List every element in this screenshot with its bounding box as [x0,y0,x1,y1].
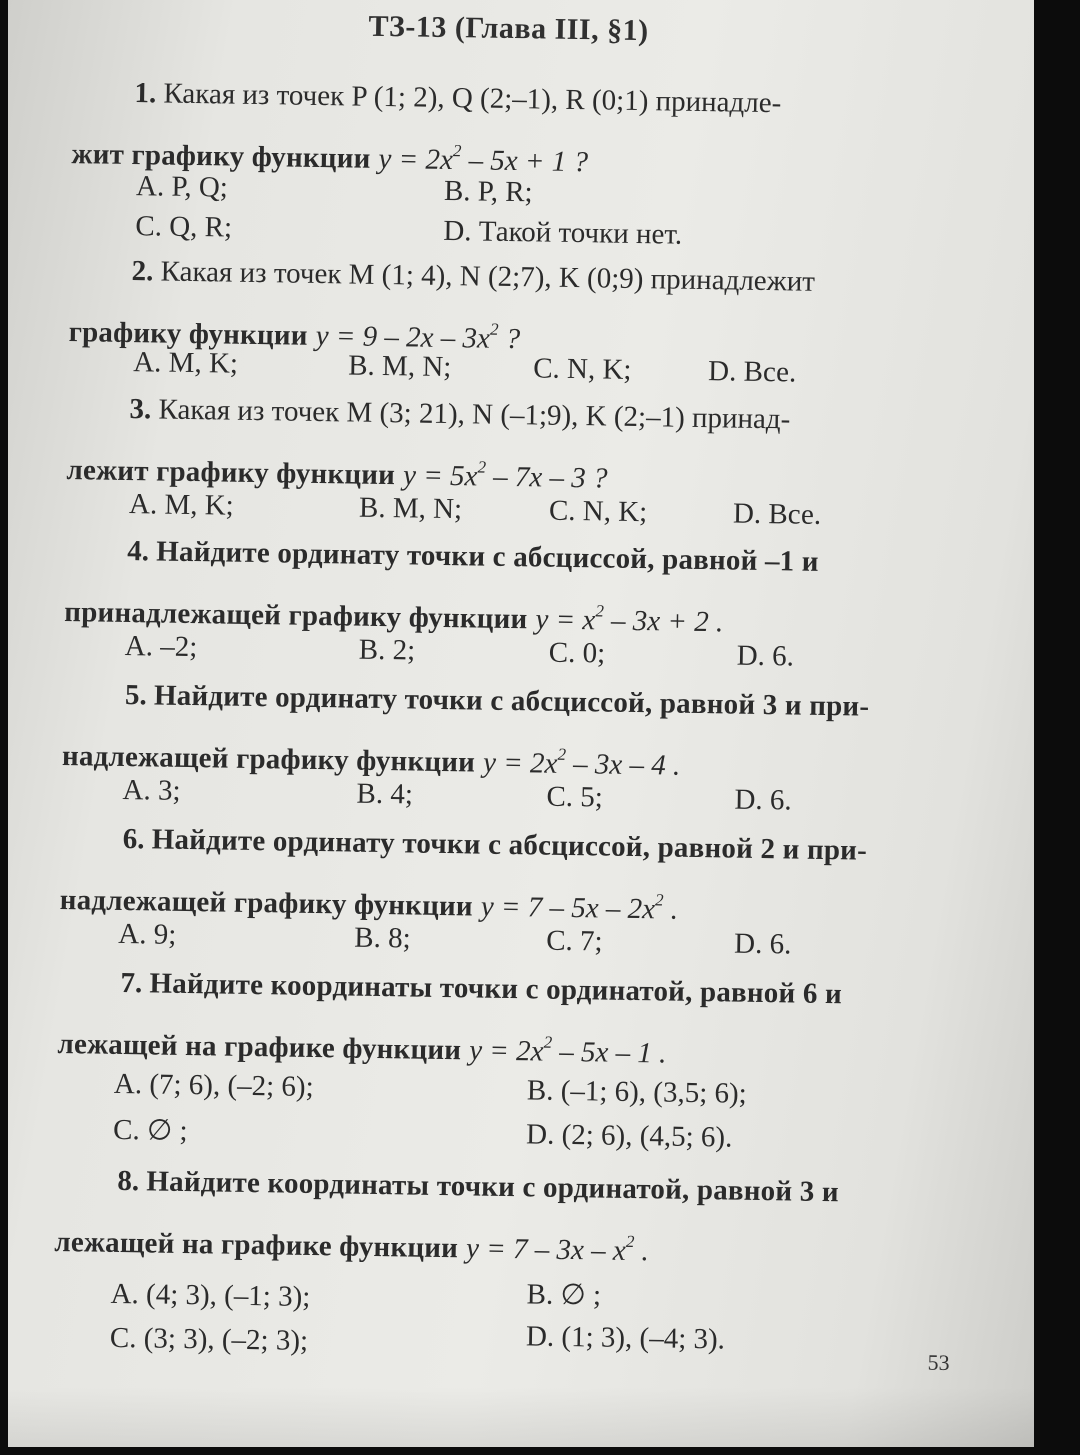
question-text: Найдите ординату точки с абсциссой, равной –1 и [156,535,819,578]
question-text-cont: надлежащей графику функции [59,883,474,923]
option-a: A. –2; [124,629,198,664]
question-text: Какая из точек M (3; 21), N (–1;9), K (2;–1) принад- [158,393,791,436]
question-number: 8. [117,1164,140,1198]
option-b: B. 8; [353,921,411,955]
option-a: A. (4; 3), (–1; 3); [110,1277,311,1313]
option-b: B. M, N; [347,349,452,384]
question-number: 3. [129,393,152,426]
option-c: C. ∅ ; [112,1113,188,1148]
page-title: ТЗ-13 (Глава III, §1) [368,9,649,48]
page-content [8,0,1034,1447]
question-text: Найдите ординату точки с абсциссой, равной 2 и при- [151,823,868,867]
option-a: A. 9; [118,917,177,951]
question-text: Найдите координаты точки с ординатой, равной 6 и [149,967,843,1011]
question-6 [59,807,961,945]
question-text-cont: графику функции [68,316,308,352]
option-d: D. (1; 3), (–4; 3). [525,1320,726,1356]
formula: $y = 9 - 2x - 3x^2$ ? [315,319,521,356]
option-a: A. M, K; [128,488,235,522]
option-d: D. 6. [736,639,795,673]
option-d: D. 6. [734,783,792,817]
option-c: C. 0; [548,636,606,670]
formula: $y = x^2 - 3x + 2$ . [535,601,724,639]
option-c: C. 5; [546,780,604,814]
question-number: 6. [122,822,145,856]
option-c: C. N, K; [532,352,632,386]
option-c: C. Q, R; [135,210,233,244]
question-number: 2. [131,255,154,288]
option-b: B. P, R; [443,174,533,209]
question-number: 5. [124,678,148,712]
option-d: D. 6. [733,927,792,961]
option-d: D. Такой точки нет. [443,214,683,251]
option-a: A. M, K; [133,346,239,380]
question-text-cont: жит графику функции [71,138,371,175]
option-b: B. (–1; 6), (3,5; 6); [526,1074,748,1110]
option-d: D. Все. [732,497,822,531]
question-text-cont: надлежащей графику функции [61,740,476,779]
formula: $y = 2x^2 - 3x - 4$ . [482,744,681,782]
option-a: A. P, Q; [135,170,229,204]
question-text-cont: лежащей на графике функции [54,1225,459,1265]
option-b: B. M, N; [358,491,463,526]
question-number: 4. [127,535,150,568]
question-text: Какая из точек M (1; 4), N (2;7), K (0;9) принадлежит [160,255,816,298]
formula: $y = 2x^2 - 5x + 1$ ? [378,141,589,179]
question-5 [62,663,964,801]
question-text: Найдите координаты точки с ординатой, равной 3 и [146,1165,840,1209]
option-a: A. (7; 6), (–2; 6); [113,1067,314,1103]
question-number: 1. [134,77,157,110]
question-number: 7. [120,966,143,1000]
book-page [8,0,1034,1447]
option-d: D. (2; 6), (4,5; 6). [525,1118,733,1154]
option-b: B. 4; [356,777,414,811]
formula: $y = 2x^2 - 5x - 1$ . [468,1032,667,1070]
page-shadow [8,1387,1034,1447]
option-c: C. 7; [545,924,603,958]
formula: $y = 7 - 3x - x^2$ . [465,1231,650,1268]
option-b: B. ∅ ; [526,1278,602,1312]
option-a: A. 3; [122,773,181,807]
formula: $y = 7 - 5x - 2x^2$ . [480,890,679,926]
question-text: Найдите ординату точки с абсциссой, равной 3 и при- [153,679,870,723]
question-text-cont: лежит графику функции [66,454,396,492]
formula: $y = 5x^2 - 7x - 3$ ? [402,457,608,495]
option-b: B. 2; [358,633,416,667]
option-c: C. N, K; [548,494,648,529]
question-text-cont: принадлежащей графику функции [64,596,528,636]
option-c: C. (3; 3), (–2; 3); [109,1321,309,1357]
question-4 [64,519,966,657]
page-number: 53 [927,1349,950,1376]
question-text: Какая из точек P (1; 2), Q (2;–1), R (0;1) принадле- [163,77,782,120]
question-8 [54,1149,956,1287]
question-text-cont: лежащей на графике функции [57,1027,462,1067]
option-d: D. Все. [707,355,797,389]
